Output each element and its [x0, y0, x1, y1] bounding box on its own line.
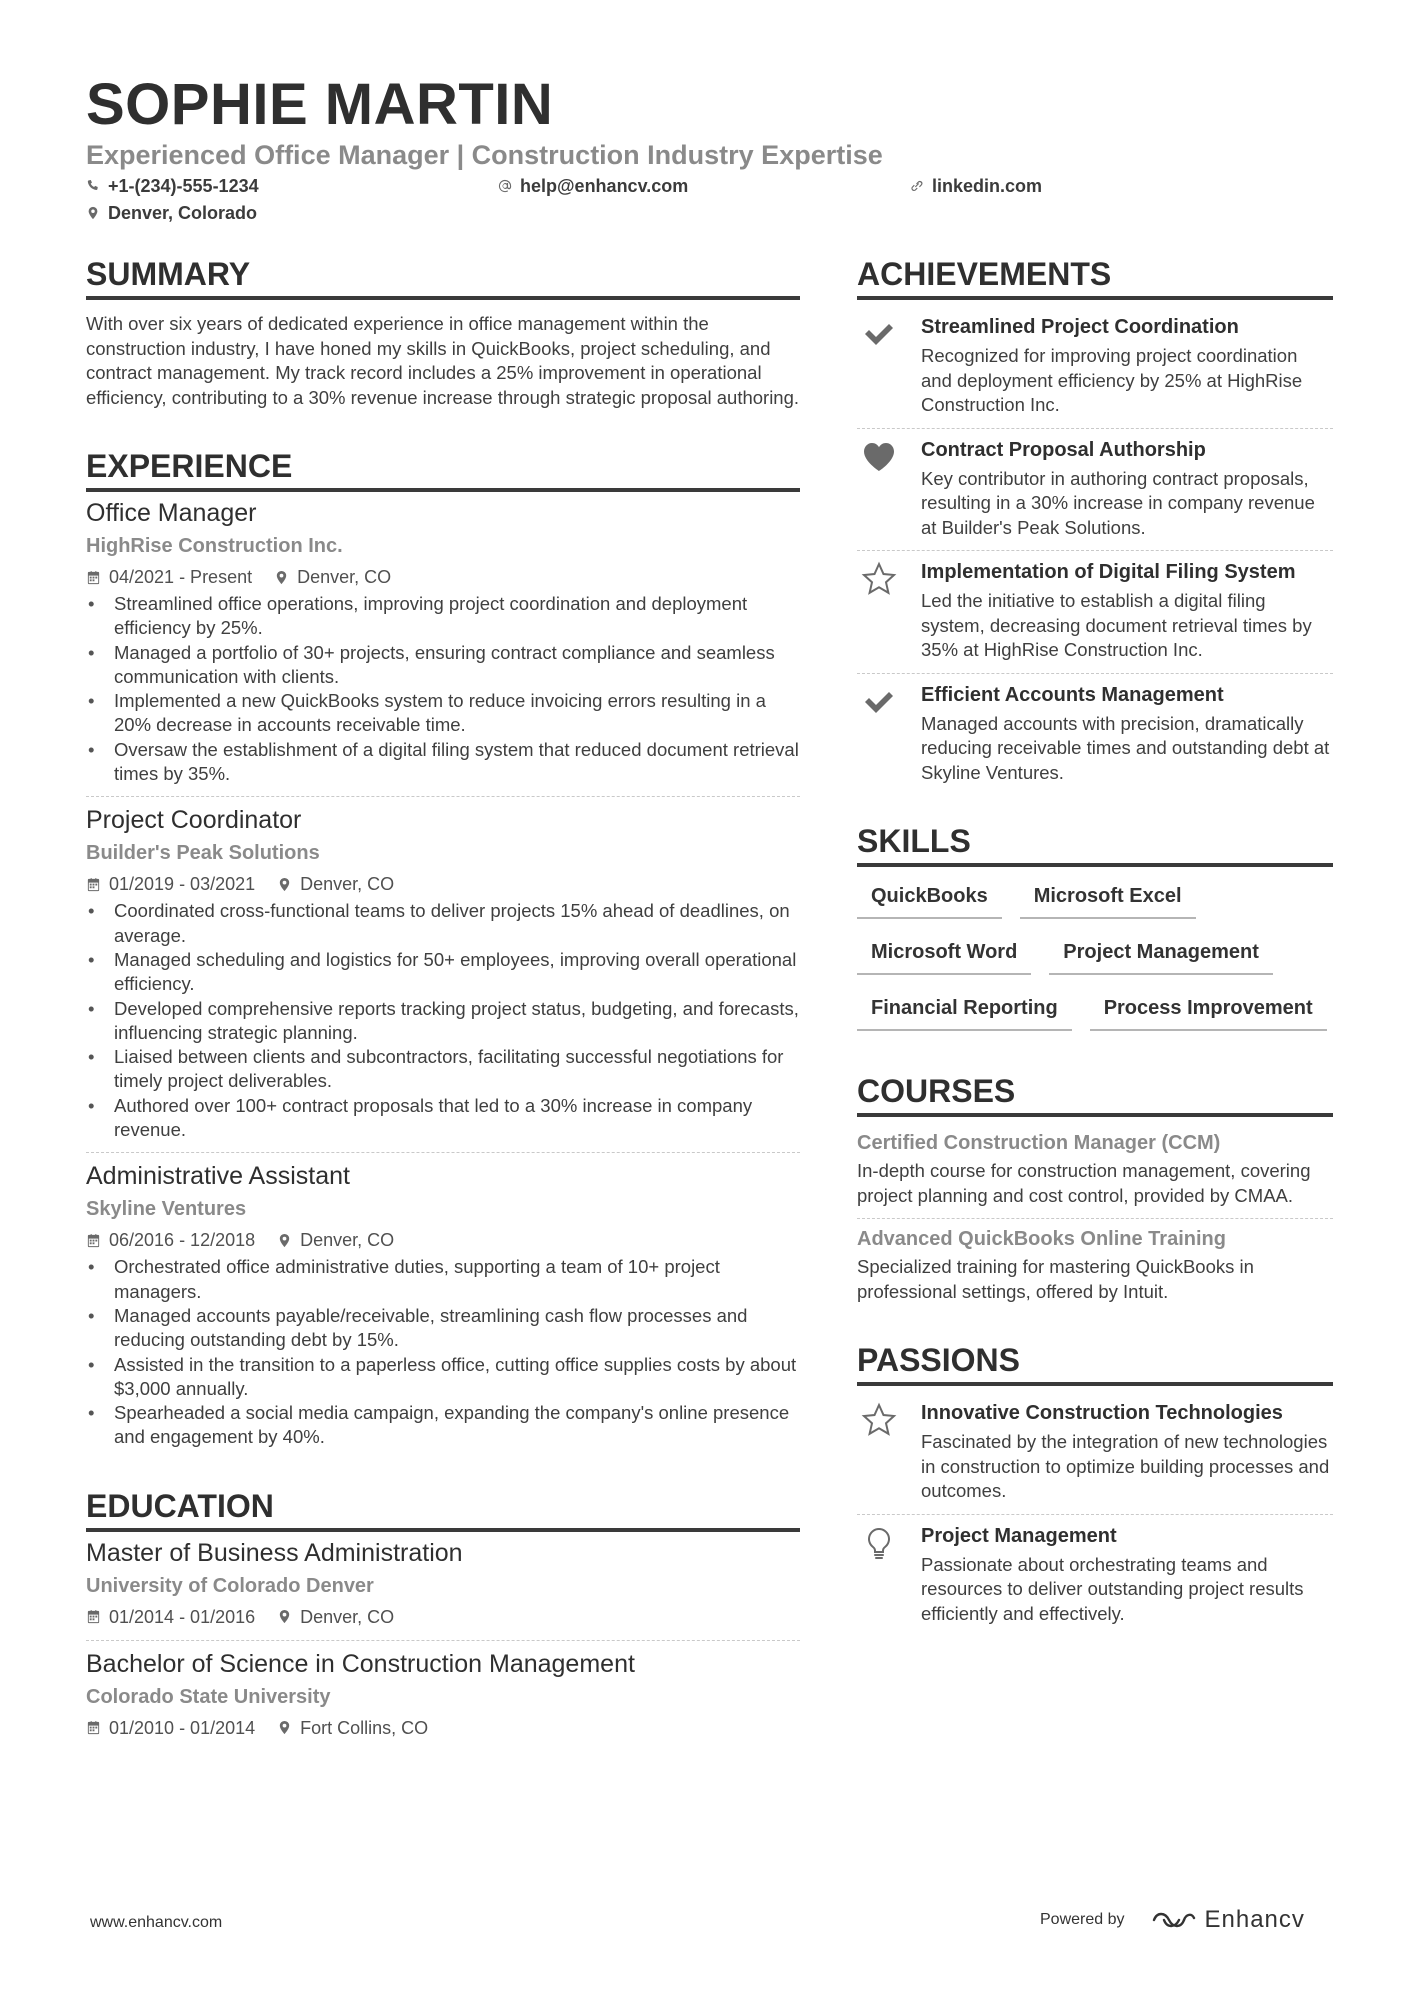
job-meta	[86, 1227, 800, 1253]
experience-entry	[86, 803, 800, 1142]
skill-tag: QuickBooks	[857, 877, 1002, 919]
skill-tag: Process Improvement	[1090, 989, 1327, 1031]
enhancv-logo[interactable]	[1151, 1906, 1305, 1934]
experience-entry	[86, 1159, 800, 1449]
education-entry	[86, 1647, 800, 1741]
skill-tag: Microsoft Excel	[1020, 877, 1196, 919]
education-heading: EDUCATION	[86, 1486, 800, 1532]
divider	[857, 1218, 1333, 1219]
list-item: • Managed scheduling and logistics for 50+ employees, improving overall operational efficiency.	[86, 948, 800, 997]
summary-text: With over six years of dedicated experience in office management within the construction industry, I have honed my skills in QuickBooks, project scheduling, and contract management. My track record includes a 25% improvement in operational efficiency, contributing to a 30% revenue increase through strategic proposal authoring.	[86, 313, 800, 408]
education-meta	[86, 1715, 800, 1741]
education-entry	[86, 1536, 800, 1630]
footer-website[interactable]: www.enhancv.com	[90, 1914, 223, 1931]
achievement-item	[857, 435, 1333, 541]
course-item	[857, 1129, 1333, 1208]
job-title: Administrative Assistant	[86, 1162, 350, 1191]
passion-item	[857, 1521, 1333, 1627]
passion-desc: Fascinated by the integration of new technologies in construction to optimize building processes and outcomes.	[921, 1431, 1330, 1501]
course-title: Advanced QuickBooks Online Training	[857, 1228, 1226, 1250]
experience-section	[86, 446, 800, 1450]
passion-title: Innovative Construction Technologies	[921, 1402, 1283, 1424]
job-dates: 06/2016 - 12/2018	[109, 1230, 256, 1251]
degree-title: Master of Business Administration	[86, 1538, 463, 1567]
calendar-icon	[86, 1233, 101, 1248]
passion-item	[857, 1398, 1333, 1504]
skill-tag: Financial Reporting	[857, 989, 1072, 1031]
check-icon	[861, 684, 897, 720]
footer-branding	[1040, 1906, 1305, 1934]
education-meta	[86, 1604, 800, 1630]
contact-linkedin-text: linkedin.com	[932, 176, 1043, 196]
course-title: Certified Construction Manager (CCM)	[857, 1132, 1221, 1154]
summary-section	[86, 254, 800, 410]
passion-title: Project Management	[921, 1524, 1117, 1547]
list-item: • Spearheaded a social media campaign, expanding the company's online presence and engagement by 40%.	[86, 1401, 800, 1450]
courses-section	[857, 1071, 1333, 1304]
list-item: • Managed a portfolio of 30+ projects, ensuring contract compliance and seamless communication with clients.	[86, 641, 800, 690]
achievement-title: Efficient Accounts Management	[921, 683, 1224, 706]
contact-email-text: help@enhancv.com	[520, 176, 689, 196]
company-name: Builder's Peak Solutions	[86, 842, 320, 865]
passions-heading: PASSIONS	[857, 1340, 1333, 1386]
star-icon	[861, 561, 897, 597]
contact-email[interactable]	[498, 174, 688, 198]
contact-phone	[86, 174, 259, 198]
map-pin-icon	[277, 877, 292, 892]
phone-icon	[86, 179, 100, 193]
map-pin-icon	[86, 206, 100, 220]
calendar-icon	[86, 877, 101, 892]
job-bullets	[86, 1255, 800, 1449]
powered-by-label: Powered by	[1040, 1911, 1125, 1928]
achievement-desc: Managed accounts with precision, dramatically reducing receivable times and outstanding debt at Skyline Ventures.	[921, 712, 1330, 783]
list-item: • Oversaw the establishment of a digital filing system that reduced document retrieval times by 35%.	[86, 738, 800, 787]
education-dates: 01/2010 - 01/2014	[109, 1717, 256, 1738]
job-location: Denver, CO	[297, 567, 392, 587]
school-name: Colorado State University	[86, 1685, 331, 1708]
skill-tag: Project Management	[1049, 933, 1273, 975]
achievement-title: Contract Proposal Authorship	[921, 438, 1206, 461]
job-location: Denver, CO	[300, 1230, 395, 1251]
heart-icon	[861, 439, 897, 475]
right-column	[857, 254, 1333, 1626]
contact-location	[86, 201, 257, 225]
education-location: Denver, CO	[300, 1606, 395, 1627]
achievement-item	[857, 557, 1333, 663]
school-name: University of Colorado Denver	[86, 1574, 374, 1597]
divider	[857, 673, 1333, 674]
star-icon	[861, 1402, 897, 1438]
calendar-icon	[86, 1609, 101, 1624]
achievement-desc: Key contributor in authoring contract proposals, resulting in a 30% increase in company revenue at Builder's Peak Solutions.	[921, 467, 1315, 538]
enhancv-logo-text: Enhancv	[1204, 1906, 1305, 1933]
passion-desc: Passionate about orchestrating teams and resources to deliver outstanding project results efficiently and effectively.	[921, 1553, 1304, 1624]
candidate-name: SOPHIE MARTIN	[86, 72, 554, 137]
map-pin-icon	[277, 1609, 292, 1624]
list-item: • Authored over 100+ contract proposals that led to a 30% increase in company revenue.	[86, 1094, 800, 1143]
lightbulb-icon	[861, 1525, 897, 1561]
job-meta	[86, 564, 800, 590]
divider	[857, 550, 1333, 551]
achievement-title: Streamlined Project Coordination	[921, 316, 1239, 338]
achievement-item	[857, 312, 1333, 418]
achievement-desc: Recognized for improving project coordination and deployment efficiency by 25% at HighRise Construction Inc.	[921, 345, 1303, 415]
list-item: • Streamlined office operations, improving project coordination and deployment efficiency by 25%.	[86, 592, 800, 641]
degree-title: Bachelor of Science in Construction Management	[86, 1649, 635, 1678]
achievements-section	[857, 254, 1333, 785]
at-icon	[498, 179, 512, 193]
course-item	[857, 1225, 1333, 1304]
contact-phone-text: +1-(234)-555-1234	[108, 176, 259, 196]
job-title: Project Coordinator	[86, 806, 302, 835]
company-name: Skyline Ventures	[86, 1198, 247, 1221]
skills-list	[857, 877, 1327, 1031]
list-item: • Implemented a new QuickBooks system to reduce invoicing errors resulting in a 20% decrease in accounts receivable time.	[86, 689, 800, 738]
divider	[857, 428, 1333, 429]
achievement-title: Implementation of Digital Filing System	[921, 561, 1296, 583]
calendar-icon	[86, 1720, 101, 1735]
summary-heading: SUMMARY	[86, 254, 800, 300]
list-item: • Managed accounts payable/receivable, streamlining cash flow processes and reducing outstanding debt by 15%.	[86, 1304, 800, 1353]
list-item: • Liaised between clients and subcontractors, facilitating successful negotiations for timely project deliverables.	[86, 1045, 800, 1094]
calendar-icon	[86, 570, 101, 585]
map-pin-icon	[274, 570, 289, 585]
divider	[86, 796, 800, 797]
skill-tag: Microsoft Word	[857, 933, 1031, 975]
passions-section	[857, 1340, 1333, 1626]
company-name: HighRise Construction Inc.	[86, 535, 343, 557]
achievement-desc: Led the initiative to establish a digital filing system, decreasing document retrieval times by 35% at HighRise Construction Inc.	[921, 590, 1312, 660]
contact-location-text: Denver, Colorado	[108, 203, 258, 223]
list-item: • Assisted in the transition to a paperless office, cutting office supplies costs by about $3,000 annually.	[86, 1353, 800, 1402]
enhancv-logo-icon	[1151, 1908, 1197, 1932]
skills-section	[857, 821, 1333, 1031]
map-pin-icon	[277, 1720, 292, 1735]
experience-heading: EXPERIENCE	[86, 446, 800, 492]
education-section	[86, 1486, 800, 1741]
job-location: Denver, CO	[300, 874, 395, 895]
job-bullets	[86, 899, 800, 1142]
link-icon	[910, 179, 924, 193]
education-location: Fort Collins, CO	[300, 1717, 429, 1738]
courses-heading: COURSES	[857, 1071, 1333, 1117]
achievements-heading: ACHIEVEMENTS	[857, 254, 1333, 300]
course-desc: In-depth course for construction management, covering project planning and cost control, provided by CMAA.	[857, 1160, 1311, 1206]
course-desc: Specialized training for mastering QuickBooks in professional settings, offered by Intuit.	[857, 1256, 1254, 1302]
list-item: • Developed comprehensive reports tracking project status, budgeting, and forecasts, influencing strategic planning.	[86, 997, 800, 1046]
achievement-item	[857, 680, 1333, 786]
experience-entry	[86, 496, 800, 786]
map-pin-icon	[277, 1233, 292, 1248]
education-dates: 01/2014 - 01/2016	[109, 1606, 256, 1627]
job-meta	[86, 871, 800, 897]
job-title: Office Manager	[86, 499, 257, 527]
divider	[86, 1640, 800, 1641]
list-item: • Orchestrated office administrative duties, supporting a team of 10+ project managers.	[86, 1255, 800, 1304]
divider	[857, 1514, 1333, 1515]
job-dates: 04/2021 - Present	[109, 567, 253, 587]
job-dates: 01/2019 - 03/2021	[109, 874, 256, 895]
candidate-headline: Experienced Office Manager | Construction Industry Expertise	[86, 140, 883, 170]
list-item: • Coordinated cross-functional teams to deliver projects 15% ahead of deadlines, on average.	[86, 899, 800, 948]
job-bullets	[86, 592, 800, 786]
skills-heading: SKILLS	[857, 821, 1333, 867]
divider	[86, 1152, 800, 1153]
contact-linkedin[interactable]	[910, 174, 1042, 198]
check-icon	[861, 316, 897, 352]
left-column	[86, 254, 800, 1741]
